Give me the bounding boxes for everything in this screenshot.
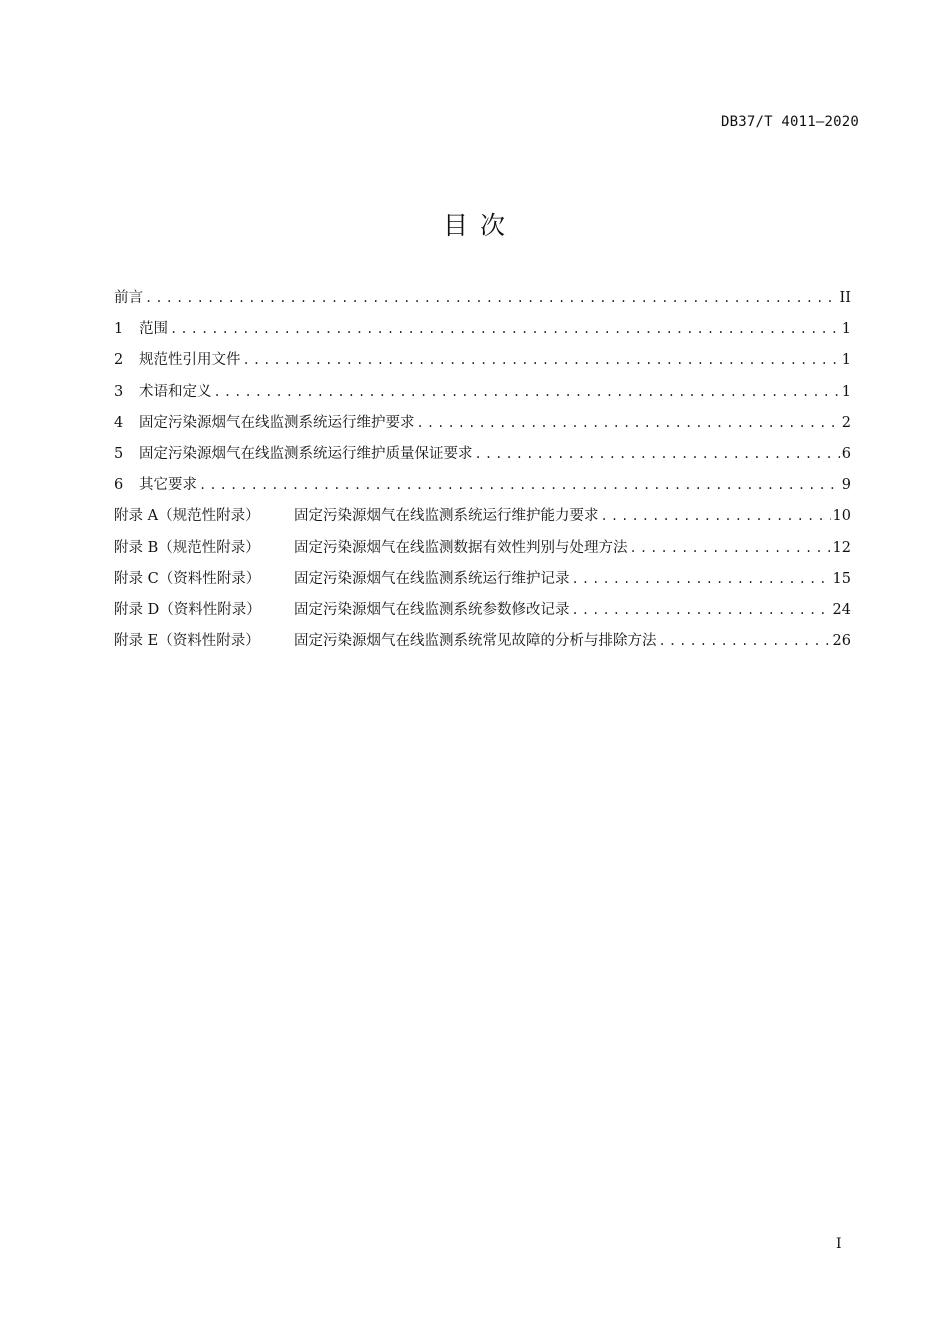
toc-leader-dots	[475, 439, 840, 470]
toc-leader-dots	[145, 283, 838, 314]
toc-leader-dots	[199, 470, 840, 501]
toc-entry-page: 6	[841, 445, 851, 462]
toc-entry-appendix-label: 附录 E（资料性附录）	[114, 633, 260, 650]
toc-leader-dots	[170, 314, 840, 345]
toc-entry[interactable]	[114, 408, 851, 439]
toc-entry-title: 规范性引用文件	[139, 352, 241, 369]
toc-entry-page: 10	[832, 508, 851, 525]
toc-leader-dots	[659, 626, 831, 657]
toc-entry-page: 2	[841, 414, 851, 431]
toc-entry-appendix-label: 附录 B（规范性附录）	[114, 539, 260, 556]
toc-entry[interactable]	[114, 377, 851, 408]
toc-entry-page: 9	[841, 477, 851, 494]
toc-entry-title: 固定污染源烟气在线监测系统运行维护要求	[139, 414, 415, 431]
toc-entry-page: 26	[832, 633, 851, 650]
toc-leader-dots	[214, 377, 840, 408]
toc-entry[interactable]	[114, 345, 851, 376]
document-code: DB37/T 4011—2020	[720, 114, 859, 130]
toc-entry-number: 2	[114, 352, 124, 369]
toc-entry[interactable]	[114, 470, 851, 501]
toc-entry-title: 范围	[139, 321, 168, 338]
toc-entry[interactable]	[114, 283, 851, 314]
toc-entry[interactable]	[114, 314, 851, 345]
toc-entry[interactable]	[114, 439, 851, 470]
toc-entry-title: 固定污染源烟气在线监测系统参数修改记录	[294, 601, 570, 618]
toc-entry-appendix-label: 附录 A（规范性附录）	[114, 508, 260, 525]
toc-entry-page: II	[839, 290, 851, 306]
toc-leader-dots	[572, 564, 831, 595]
toc-leader-dots	[630, 533, 831, 564]
toc-leader-dots	[243, 345, 840, 376]
toc-entry-page: 15	[832, 570, 851, 587]
toc-entry-number: 6	[114, 477, 124, 494]
toc-entry-title: 固定污染源烟气在线监测系统常见故障的分析与排除方法	[294, 633, 657, 650]
toc-entry-page: 1	[841, 321, 851, 338]
toc-leader-dots	[417, 408, 840, 439]
toc-entry-number: 3	[114, 383, 124, 400]
toc-entry-page: 1	[841, 352, 851, 369]
toc-entry-number: 5	[114, 445, 124, 462]
toc-leader-dots	[572, 595, 831, 626]
toc-entry-title: 固定污染源烟气在线监测系统运行维护质量保证要求	[139, 445, 473, 462]
toc-entry-title: 固定污染源烟气在线监测数据有效性判别与处理方法	[294, 539, 628, 556]
toc-entry-appendix-label: 附录 D（资料性附录）	[114, 601, 261, 618]
toc-entry[interactable]	[114, 595, 851, 626]
toc-entry-page: 12	[832, 539, 851, 556]
toc-entry-page: 1	[841, 383, 851, 400]
toc-entry[interactable]	[114, 501, 851, 532]
page-title: 目 次	[443, 211, 507, 240]
toc-entry-appendix-label: 附录 C（资料性附录）	[114, 570, 261, 587]
toc-entry-page: 24	[832, 601, 851, 618]
toc-leader-dots	[601, 501, 831, 532]
toc-entry-title: 前言	[114, 290, 143, 306]
table-of-contents	[114, 283, 851, 657]
toc-entry-title: 术语和定义	[139, 383, 212, 400]
toc-entry-title: 固定污染源烟气在线监测系统运行维护记录	[294, 570, 570, 587]
toc-entry[interactable]	[114, 564, 851, 595]
toc-entry[interactable]	[114, 533, 851, 564]
page-number: I	[836, 1236, 842, 1252]
toc-entry-title: 其它要求	[139, 477, 197, 494]
toc-entry-title: 固定污染源烟气在线监测系统运行维护能力要求	[294, 508, 599, 525]
toc-entry-number: 4	[114, 414, 124, 431]
toc-entry[interactable]	[114, 626, 851, 657]
toc-entry-number: 1	[114, 321, 124, 338]
